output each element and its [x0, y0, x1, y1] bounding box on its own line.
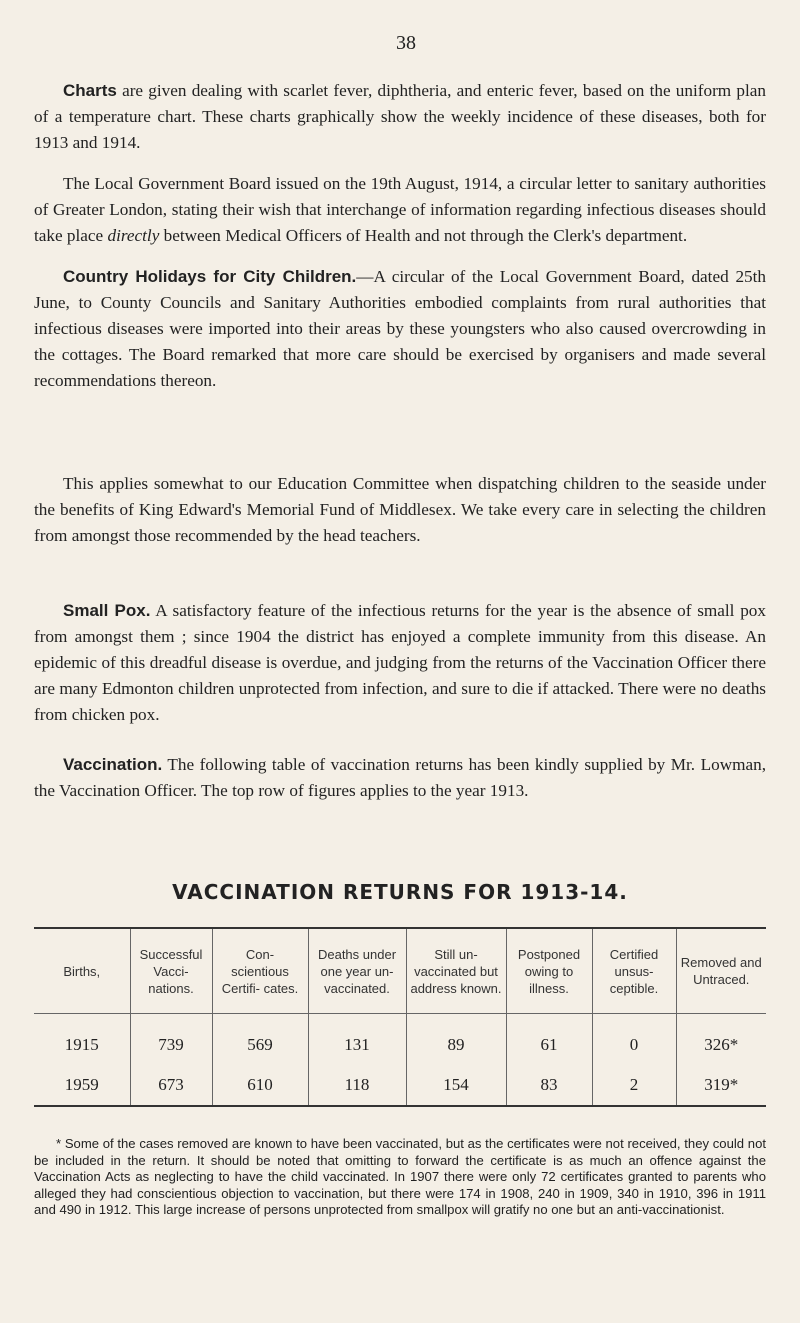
- table-row: [34, 1065, 766, 1106]
- column-header: Successful Vacci- nations.: [130, 928, 212, 1014]
- paragraph-charts: [34, 78, 766, 156]
- paragraph-education: [34, 471, 766, 549]
- heading-vaccination: Vaccination.: [63, 755, 163, 774]
- emphasis-directly: directly: [107, 226, 160, 245]
- paragraph-vaccination-text: The following table of vaccination returns has been kindly supplied by Mr. Lowman, the Vaccination Officer. The top row of figures applies to the year 1913.: [34, 755, 766, 800]
- table-cell: 83: [506, 1065, 592, 1106]
- table-cell: 610: [212, 1065, 308, 1106]
- paragraph-charts-text: are given dealing with scarlet fever, diphtheria, and enteric fever, based on the uniform plan of a temperature chart. These charts graphically show the weekly incidence of these diseases, both for 1913 and 1914.: [34, 81, 766, 152]
- table-cell: 1959: [34, 1065, 130, 1106]
- column-header: Still un- vaccinated but address known.: [406, 928, 506, 1014]
- paragraph-lgb-circular: [34, 171, 766, 249]
- table-row: [34, 1014, 766, 1066]
- heading-small-pox: Small Pox.: [63, 601, 151, 620]
- table-cell: 319*: [676, 1065, 766, 1106]
- paragraph-lgb-text-before: The Local Government Board issued on the 19th August, 1914, a circular letter to sanitary authorities of Greater London, stating their wish that interchange of information regarding infectious diseases should take place: [34, 174, 766, 245]
- table-title: VACCINATION RETURNS FOR 1913-14.: [172, 880, 628, 904]
- column-header: Removed and Untraced.: [676, 928, 766, 1014]
- paragraph-small-pox: [34, 598, 766, 728]
- page-number: 38: [396, 32, 416, 54]
- table-cell: 89: [406, 1014, 506, 1066]
- paragraph-education-text: This applies somewhat to our Education Committee when dispatching children to the seaside under the benefits of King Edward's Memorial Fund of Middlesex. We take every care in selecting the children from amongst those recommended by the head teachers.: [34, 474, 766, 545]
- table-cell: 61: [506, 1014, 592, 1066]
- column-header: Deaths under one year un- vaccinated.: [308, 928, 406, 1014]
- table-cell: 1915: [64, 1035, 99, 1054]
- table-cell: 673: [130, 1065, 212, 1106]
- column-header: Con- scientious Certifi- cates.: [212, 928, 308, 1014]
- paragraph-country-holidays: [34, 264, 766, 394]
- column-header: Births,: [34, 928, 130, 1014]
- heading-country-holidays: Country Holidays for City Children.: [63, 267, 357, 286]
- vaccination-returns-table: [34, 927, 766, 1107]
- paragraph-holidays-text: —A circular of the Local Government Board, dated 25th June, to County Councils and Sanitary Authorities embodied complaints from rural authorities that infectious diseases were imported into their areas by these youngsters who also caused overcrowding in the cottages. The Board remarked that more care should be exercised by organisers and made several recommendations thereon.: [34, 267, 767, 390]
- table-cell: 154: [406, 1065, 506, 1106]
- table-cell: 118: [308, 1065, 406, 1106]
- paragraph-smallpox-text: A satisfactory feature of the infectious returns for the year is the absence of small pox from amongst them ; since 1904 the district has enjoyed a complete immunity from this disease. An epidemic of this dreadful disease is overdue, and judging from the returns of the Vaccination Officer there are many Edmonton children unprotected from infection, and sure to die if attacked. There were no deaths from chicken pox.: [34, 601, 766, 724]
- table-cell: 326*: [676, 1014, 766, 1066]
- paragraph-vaccination: [34, 752, 766, 804]
- column-header: Postponed owing to illness.: [506, 928, 592, 1014]
- table-header-row: [34, 928, 766, 1014]
- column-header: Certified unsus- ceptible.: [592, 928, 676, 1014]
- footnote: * Some of the cases removed are known to have been vaccinated, but as the certificates were not received, they could not be included in the return. It should be noted that omitting to forward the certificate is as much an offence against the Vaccination Acts as neglecting to have the child vaccinated. In 1907 there were only 72 certificates granted to parents who alleged they had conscientious objection to vaccination, but there were 174 in 1908, 240 in 1909, 340 in 1910, 396 in 1911 and 490 in 1912. This large increase of persons unprotected from smallpox will gratify no one but an anti-vaccinationist.: [34, 1136, 766, 1217]
- table-cell: 131: [308, 1014, 406, 1066]
- table-cell: 0: [592, 1014, 676, 1066]
- table-cell: 739: [130, 1014, 212, 1066]
- table-cell: 2: [592, 1065, 676, 1106]
- table-cell: 569: [212, 1014, 308, 1066]
- heading-charts: Charts: [63, 81, 117, 100]
- paragraph-lgb-text-after: between Medical Officers of Health and not through the Clerk's department.: [159, 226, 688, 245]
